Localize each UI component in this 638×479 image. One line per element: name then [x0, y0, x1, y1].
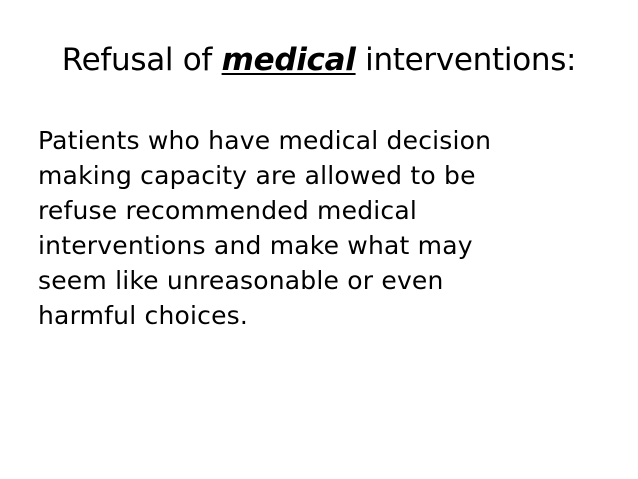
title-emphasis: medical: [221, 42, 356, 78]
title-prefix: Refusal of: [61, 42, 222, 78]
body-line: making capacity are allowed to be: [38, 161, 476, 190]
slide-body: [38, 123, 613, 333]
body-line: refuse recommended medical: [38, 196, 418, 225]
body-line: interventions and make what may: [38, 231, 473, 260]
body-line: seem like unreasonable or even: [38, 266, 444, 295]
body-line: harmful choices.: [38, 301, 249, 330]
body-line: Patients who have medical decision: [38, 126, 492, 155]
title-suffix: interventions:: [355, 42, 577, 78]
slide-title: [0, 40, 638, 80]
